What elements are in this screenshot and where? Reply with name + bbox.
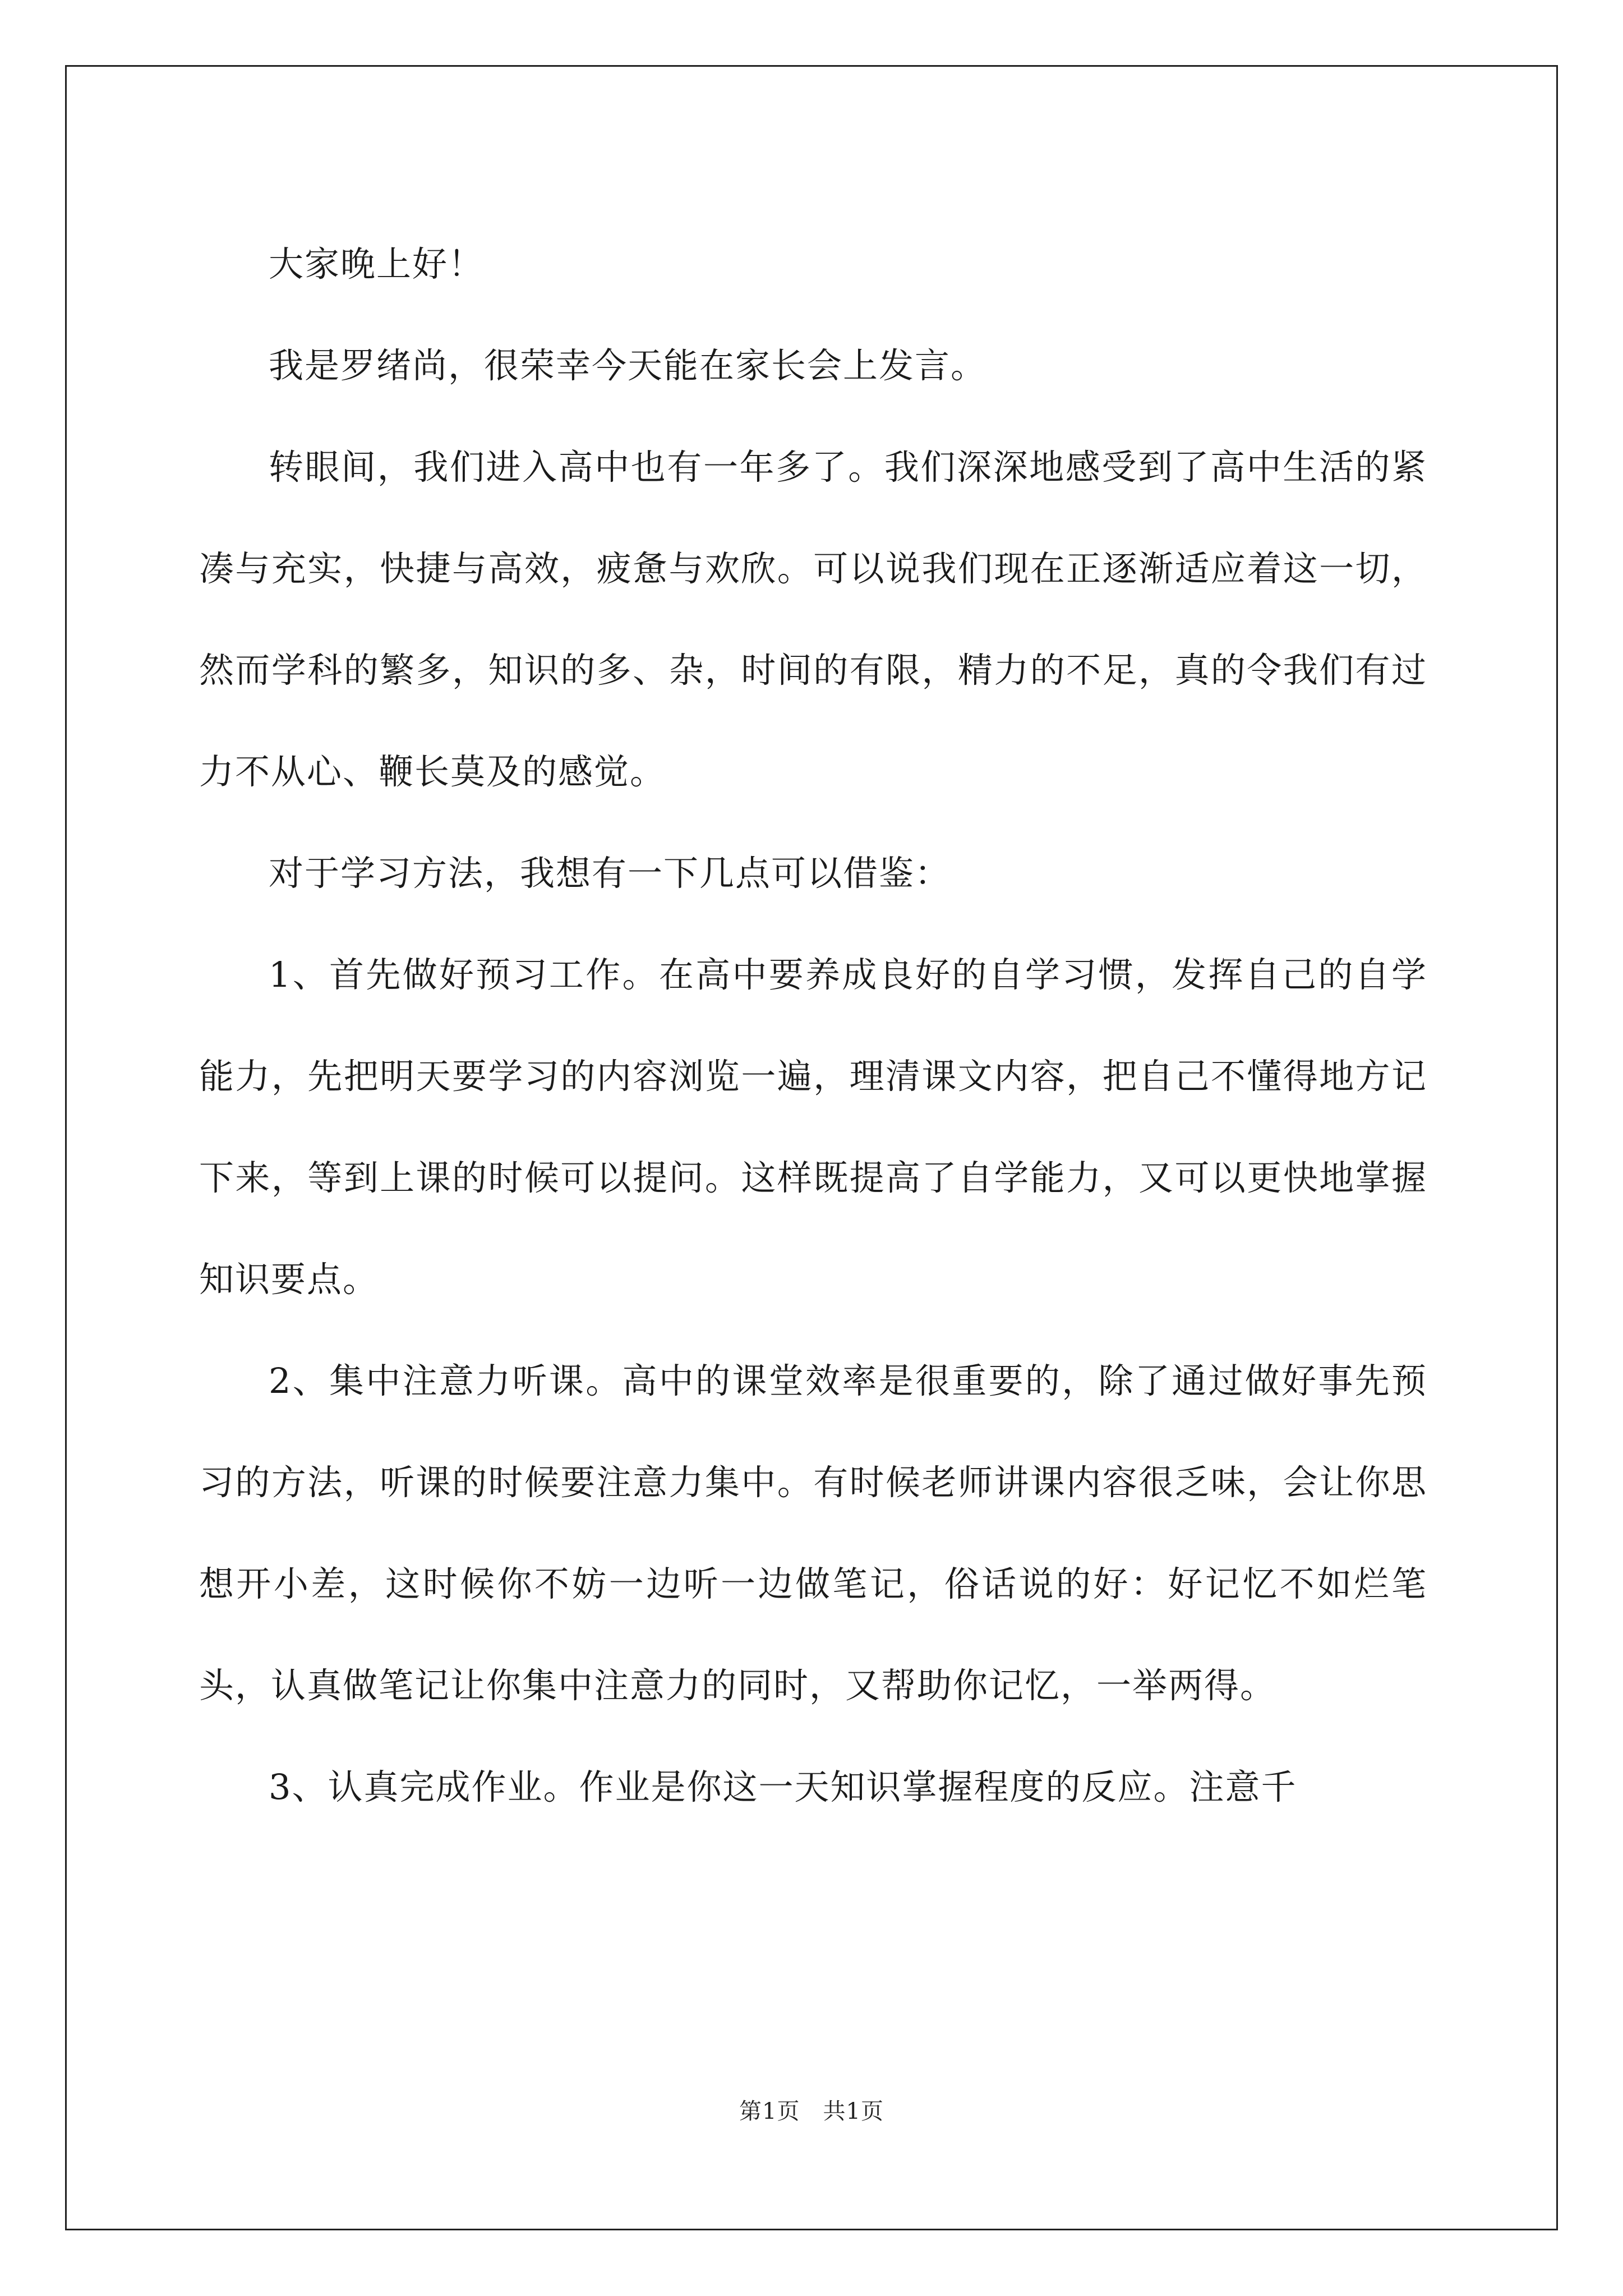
paragraph-point-2: 2、集中注意力听课。高中的课堂效率是很重要的，除了通过做好事先预习的方法，听课的时候要注意力集中。有时候老师讲课内容很乏味，会让你思想开小差，这时候你不妨一边听一边做笔记，俗话说的好：好记忆不如烂笔头，认真做笔记让你集中注意力的同时，又帮助你记忆，一举两得。	[199, 1360, 1427, 1706]
paragraph-reflection: 转眼间，我们进入高中也有一年多了。我们深深地感受到了高中生活的紧凑与充实，快捷与高效，疲惫与欢欣。可以说我们现在正逐渐适应着这一切，然而学科的繁多，知识的多、杂，时间的有限，精力的不足，真的令我们有过力不从心、鞭长莫及的感觉。	[199, 447, 1427, 792]
page-number-footer: 第1页 共1页	[739, 2099, 884, 2124]
paragraph-point-1: 1、首先做好预习工作。在高中要养成良好的自学习惯，发挥自己的自学能力，先把明天要学习的内容浏览一遍，理清课文内容，把自己不懂得地方记下来，等到上课的时候可以提问。这样既提高了自学能力，又可以更快地掌握知识要点。	[199, 954, 1427, 1300]
paragraph-greeting: 大家晚上好！	[269, 243, 485, 284]
document-body	[199, 213, 1427, 1838]
paragraph-method-intro: 对于学习方法，我想有一下几点可以借鉴：	[269, 853, 951, 894]
paragraph-point-3: 3、认真完成作业。作业是你这一天知识掌握程度的反应。注意千	[269, 1766, 1297, 1807]
paragraph-intro: 我是罗绪尚，很荣幸今天能在家长会上发言。	[269, 345, 987, 386]
